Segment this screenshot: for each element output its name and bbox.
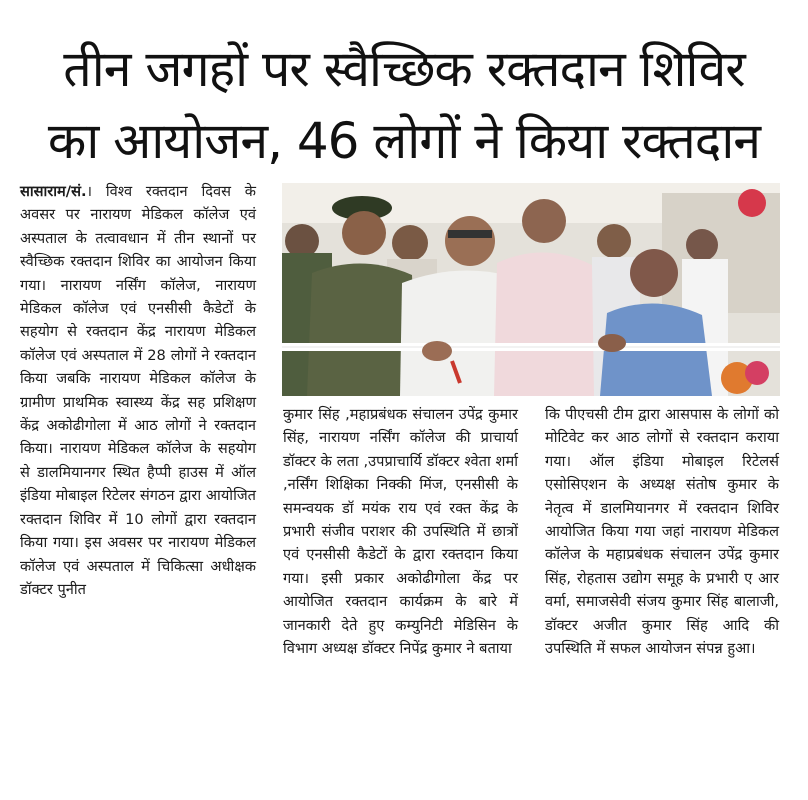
column-2-text: कुमार सिंह ,महाप्रबंधक संचालन उपेंद्र कुमार सिंह, नारायण नर्सिंग कॉलेज की प्राचार्या डॉक्टर के लता ,उपप्राचार्यि डॉक्टर श्वेता शर्मा ,नर्सिंग शिक्षिका निक्की मिंज, एनसीसी के समन्वयक डॉ मयंक राय एवं रक्त केंद्र के प्रभारी संजीव पराशर की उपस्थिति में छात्रों एवं एनसीसी कैडेटों के द्वारा रक्तदान किया गया। इसी प्रकार अकोढीगोला केंद्र पर आयोजित रक्तदान कार्यक्रम के बारे में जानकारी देते हुए कम्युनिटी मेडिसिन के विभाग अध्यक्ष डॉक्टर निपेंद्र कुमार ने बताया <box>283 406 518 658</box>
article-column-2 <box>283 403 518 660</box>
column-3-text: कि पीएचसी टीम द्वारा आसपास के लोगों को मोटिवेट कर आठ लोगों से रक्तदान कराया गया। ऑल इंडिया मोबाइल रिटेलर्स एसोसिएशन के अध्यक्ष संतोष कुमार के नेतृत्व में डालमियानगर में रक्तदान शिविर आयोजित किया गया जहां नारायण मेडिकल कॉलेज के महाप्रबंधक संचालन उपेंद्र कुमार सिंह, रोहतास उद्योग समूह के प्रभारी ए आर वर्मा, समाजसेवी संजय कुमार सिंह बालाजी, डॉक्टर अजीत कुमार सिंह आदि की उपस्थिति में सफल आयोजन संपन्न हुआ। <box>545 406 779 658</box>
headline-line-1: तीन जगहों पर स्वैच्छिक रक्तदान शिविर <box>63 40 745 98</box>
headline-line-2: का आयोजन, 46 लोगों ने किया रक्तदान <box>47 112 761 170</box>
column-1-text: । विश्व रक्तदान दिवस के अवसर पर नारायण मेडिकल कॉलेज एवं अस्पताल के तत्वावधान में तीन स्थानों पर स्वैच्छिक रक्तदान शिविर का आयोजन किया गया। नारायण नर्सिंग कॉलेज, नारायण मेडिकल कॉलेज एवं एनसीसी कैडेटों के सहयोग से रक्तदान केंद्र नारायण मेडिकल कॉलेज एवं अस्पताल में 28 लोगों ने रक्तदान किया जबकि नारायण मेडिकल कॉलेज के ग्रामीण प्राथमिक स्वास्थ्य केंद्र सह प्रशिक्षण केंद्र अकोढीगोला में आठ लोगों ने रक्तदान किया। नारायण मेडिकल कॉलेज के सहयोग से डालमियानगर स्थित हैप्पी हाउस में ऑल इंडिया मोबाइल रिटेलर संगठन द्वारा आयोजित रक्तदान शिविर में 10 लोगों द्वारा रक्तदान किया गया। इस अवसर पर नारायण मेडिकल कॉलेज एवं अस्पताल में चिकित्सा अधीक्षक डॉक्टर पुनीत <box>20 183 256 598</box>
article-column-3 <box>545 403 779 660</box>
ribbon-cutting-photo <box>282 183 780 396</box>
dateline: सासाराम/सं. <box>20 183 87 200</box>
photo-illustration <box>282 183 780 396</box>
article-column-1 <box>20 180 256 601</box>
